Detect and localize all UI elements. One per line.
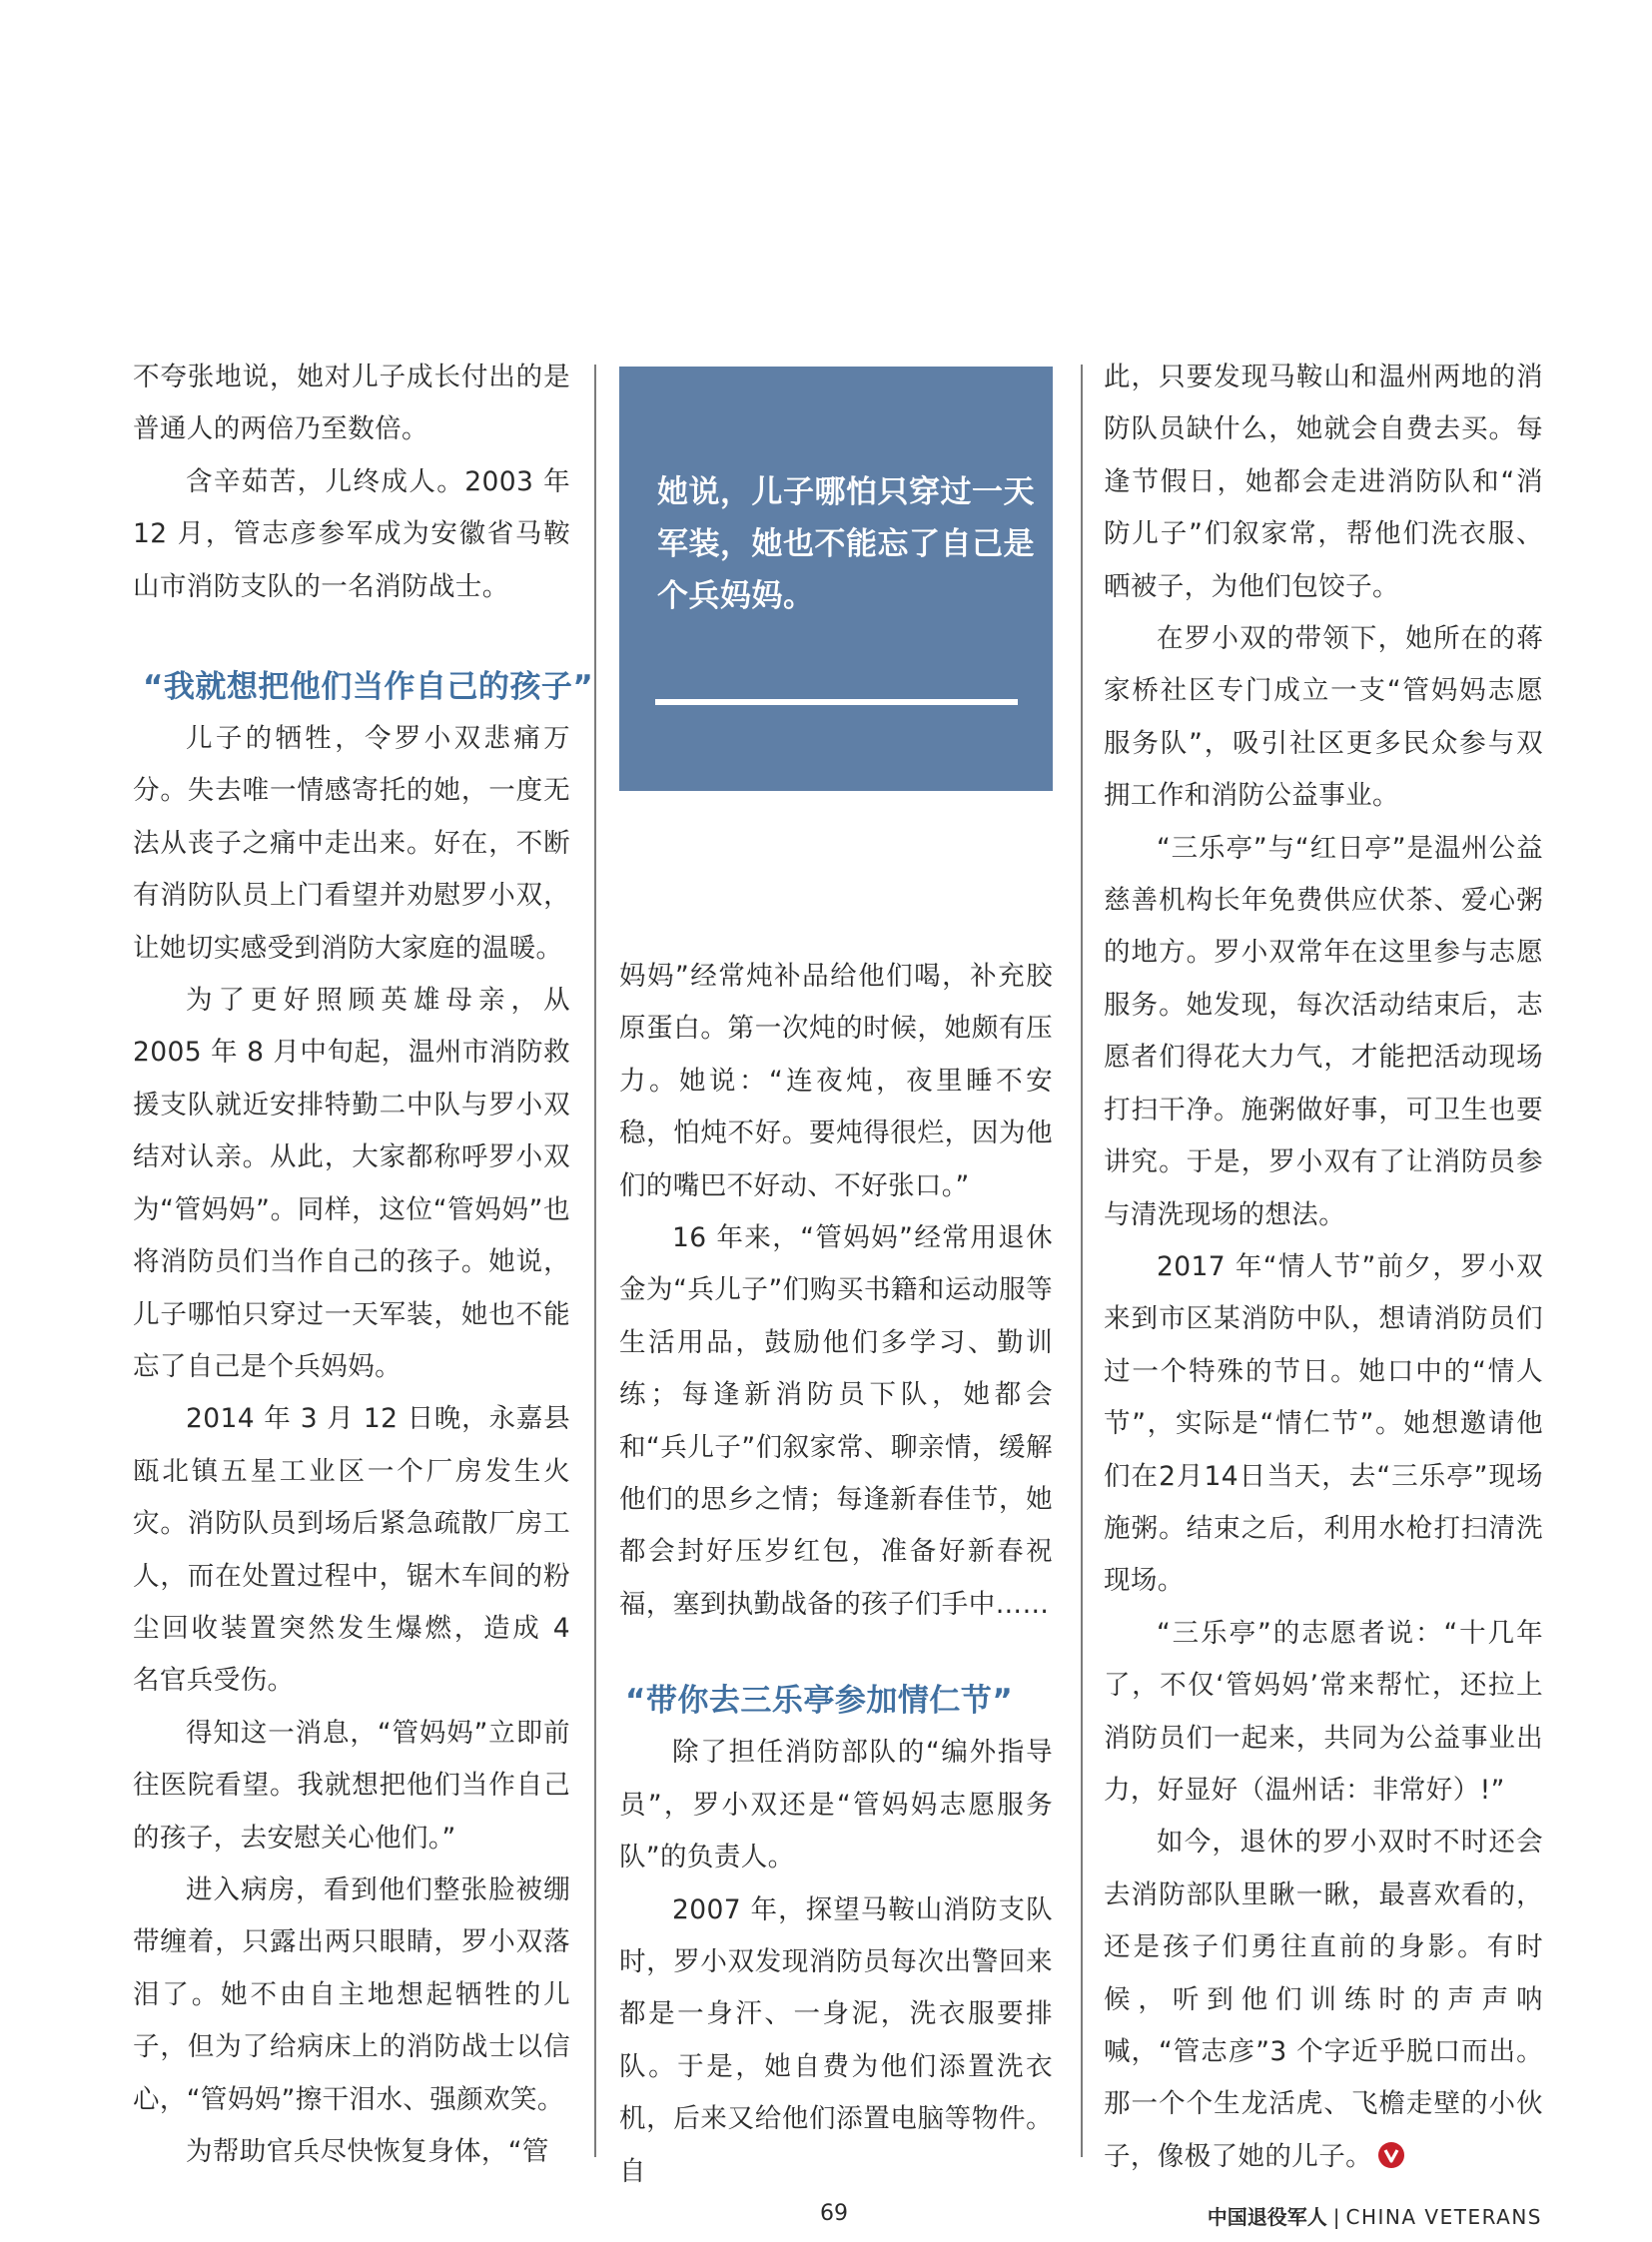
column-divider-left (594, 365, 596, 2157)
publication-footer (1208, 2201, 1542, 2230)
paragraph: “三乐亭”与“红日亭”是温州公益慈善机构长年免费供应伏茶、爱心粥的地方。罗小双常年在这里参与志愿服务。她发现，每次活动结束后，志愿者们得花大力气，才能把活动现场打扫干净。施粥做好事，可卫生也要讲究。于是，罗小双有了让消防员参与清洗现场的想法。 (1104, 832, 1543, 1230)
final-paragraph (1104, 1817, 1543, 2183)
paragraph: 得知这一消息，“管妈妈”立即前往医院看望。我就想把他们当作自己的孩子，去安慰关心他们。” (133, 1717, 570, 1854)
paragraph: 为帮助官兵尽快恢复身体，“管 (186, 2136, 549, 2167)
article-column-middle (619, 951, 1053, 2198)
paragraph: 此，只要发现马鞍山和温州两地的消防队员缺什么，她就会自费去买。每逢节假日，她都会走进消防队和“消防儿子”们叙家常，帮他们洗衣服、晒被子，为他们包饺子。 (1104, 362, 1543, 602)
paragraph: 妈妈”经常炖补品给他们喝，补充胶原蛋白。第一次炖的时候，她颇有压力。她说：“连夜炖，夜里睡不安稳，怕炖不好。要炖得很烂，因为他们的嘴巴不好动、不好张口。” (619, 961, 1053, 1201)
paragraph: 2007 年，探望马鞍山消防支队时，罗小双发现消防员每次出警回来都是一身汗、一身泥，洗衣服要排队。于是，她自费为他们添置洗衣机，后来又给他们添置电脑等物件。自 (619, 1893, 1053, 2187)
column-divider-right (1081, 365, 1083, 2157)
paragraph: 儿子的牺牲，令罗小双悲痛万分。失去唯一情感寄托的她，一度无法从丧子之痛中走出来。好在，不断有消防队员上门看望并劝慰罗小双，让她切实感受到消防大家庭的温暖。 (133, 723, 570, 964)
paragraph-text: 如今，退休的罗小双时不时还会去消防部队里瞅一瞅，最喜欢看的，还是孩子们勇往直前的身影。有时候，听到他们训练时的声声呐喊，“管志彦”3 个字近乎脱口而出。那一个个生龙活虎、飞檐走壁的小伙子，像极了她的儿子。 (1104, 1827, 1543, 2172)
paragraph: 16 年来，“管妈妈”经常用退休金为“兵儿子”们购买书籍和运动服等生活用品，鼓励他们多学习、勤训练；每逢新消防员下队，她都会和“兵儿子”们叙家常、聊亲情，缓解他们的思乡之情；每逢新春佳节，她都会封好压岁红包，准备好新春祝福，塞到执勤战备的孩子们手中…… (619, 1222, 1053, 1620)
paragraph: 为了更好照顾英雄母亲，从 2005 年 8 月中旬起，温州市消防救援支队就近安排特勤二中队与罗小双结对认亲。从此，大家都称呼罗小双为“管妈妈”。同样，这位“管妈妈”也将消防员们当作自己的孩子。她说，儿子哪怕只穿过一天军装，她也不能忘了自己是个兵妈妈。 (133, 985, 570, 1382)
section-heading: “我就想把他们当作自己的孩子” (143, 669, 594, 706)
page-number: 69 (820, 2201, 848, 2226)
section-heading: “带你去三乐亭参加情仁节” (625, 1683, 1014, 1720)
pull-quote-box (619, 367, 1053, 791)
paragraph: “三乐亭”的志愿者说：“十几年了，不仅‘管妈妈’常来帮忙，还拉上消防员们一起来，共同为公益事业出力，好显好（温州话：非常好）!” (1104, 1617, 1543, 1806)
pull-quote-rule (655, 699, 1018, 705)
article-column-left (133, 352, 594, 2178)
paragraph: 含辛茹苦，儿终成人。2003 年 12 月，管志彦参军成为安徽省马鞍山市消防支队的一名消防战士。 (133, 465, 570, 602)
paragraph: 2017 年“情人节”前夕，罗小双来到市区某消防中队，想请消防员们过一个特殊的节日。她口中的“情人节”，实际是“情仁节”。她想邀请他们在2月14日当天，去“三乐亭”现场施粥。结束之后，利用水枪打扫清洗现场。 (1104, 1250, 1543, 1597)
paragraph: 在罗小双的带领下，她所在的蒋家桥社区专门成立一支“管妈妈志愿服务队”，吸引社区更多民众参与双拥工作和消防公益事业。 (1104, 623, 1543, 812)
pull-quote-text: 她说，儿子哪怕只穿过一天军装，她也不能忘了自己是个兵妈妈。 (657, 474, 1035, 614)
publication-name-cn: 中国退役军人 (1207, 2205, 1327, 2229)
paragraph: 除了担任消防部队的“编外指导员”，罗小双还是“管妈妈志愿服务队”的负责人。 (619, 1737, 1053, 1873)
v-logo-icon (1378, 2142, 1404, 2168)
publication-name-en: CHINA VETERANS (1345, 2205, 1542, 2229)
paragraph: 2014 年 3 月 12 日晚，永嘉县瓯北镇五星工业区一个厂房发生火灾。消防队员到场后紧急疏散厂房工人，而在处置过程中，锯木车间的粉尘回收装置突然发生爆燃，造成 4 名官兵受伤。 (133, 1403, 570, 1697)
footer-separator: | (1332, 2205, 1340, 2229)
paragraph: 进入病房，看到他们整张脸被绷带缠着，只露出两只眼睛，罗小双落泪了。她不由自主地想起牺牲的儿子，但为了给病床上的消防战士以信心，“管妈妈”擦干泪水、强颜欢笑。 (133, 1873, 570, 2115)
paragraph: 不夸张地说，她对儿子成长付出的是普通人的两倍乃至数倍。 (133, 362, 570, 445)
article-column-right (1104, 352, 1543, 2183)
